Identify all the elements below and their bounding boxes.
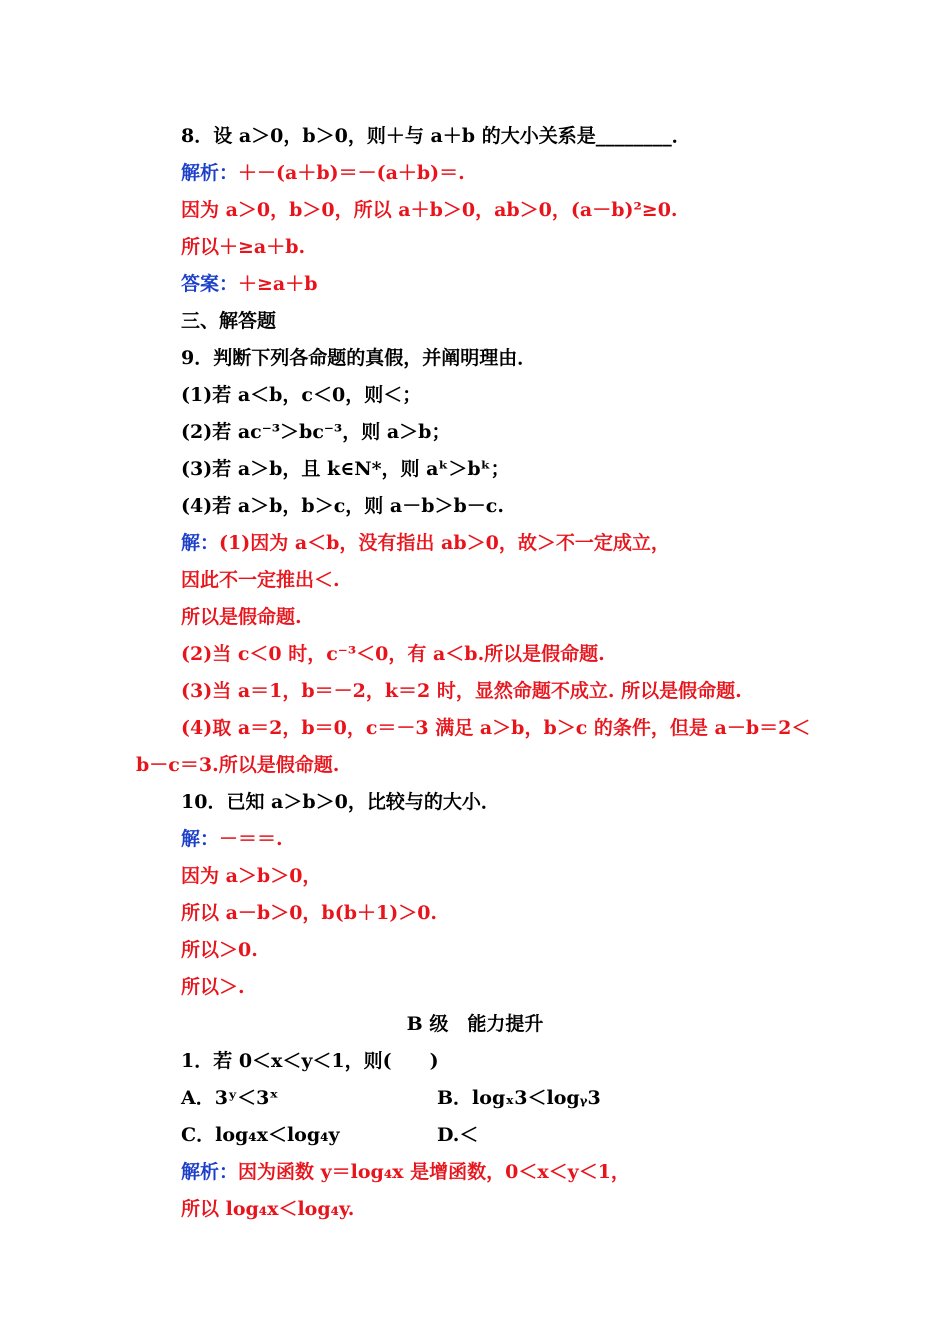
q9-solution-line: (2)当 c＜0 时，c⁻³＜0，有 a＜b.所以是假命题. — [181, 643, 605, 665]
solution-label: 解： — [181, 828, 220, 850]
qb1-options-row-1 — [181, 1086, 781, 1110]
qb1-conclusion-line: 所以 log₄x＜log₄y. — [181, 1198, 355, 1220]
answer-text: ＋≥a＋b — [238, 273, 318, 295]
option-c: C．log₄x＜log₄y — [181, 1124, 340, 1146]
q9-solution-line: (3)当 a＝1，b＝－2，k＝2 时，显然命题不成立. 所以是假命题. — [181, 680, 742, 702]
q9-item-2: (2)若 ac⁻³＞bc⁻³，则 a＞b； — [181, 421, 451, 443]
analysis-text: ＋－(a＋b)＝－(a＋b)＝. — [238, 162, 465, 184]
q10-solution-line: 所以＞. — [181, 976, 245, 998]
qb1-options-row-2 — [181, 1123, 781, 1147]
q9-solution-line: (4)取 a＝2，b＝0，c＝－3 满足 a＞b，b＞c 的条件，但是 a－b＝2＜ — [181, 717, 811, 739]
q9-solution-line: 所以是假命题. — [181, 606, 302, 628]
q10-solution-line: 所以 a－b＞0，b(b＋1)＞0. — [181, 902, 438, 924]
analysis-text: 因为函数 y＝log₄x 是增函数，0＜x＜y＜1， — [238, 1161, 630, 1183]
solution-text: (1)因为 a＜b，没有指出 ab＞0，故＞不一定成立， — [219, 532, 670, 554]
analysis-label: 解析： — [181, 1161, 239, 1183]
qb1-question: 1．若 0＜x＜y＜1，则( ) — [181, 1050, 439, 1072]
option-d: D.＜ — [437, 1124, 479, 1146]
q8-answer — [181, 272, 318, 296]
q8-reason-line: 因为 a＞0，b＞0，所以 a＋b＞0，ab＞0，(a－b)²≥0. — [181, 199, 678, 221]
option-b: B．logₓ3＜logᵧ3 — [437, 1087, 601, 1109]
q10-solution-line: 因为 a＞b＞0， — [181, 865, 322, 887]
q9-solution-line: b－c＝3.所以是假命题. — [136, 754, 340, 776]
q9-solution-line: 因此不一定推出＜. — [181, 569, 340, 591]
q9-solution-first — [181, 531, 670, 555]
q8-question: 8．设 a＞0，b＞0，则＋与 a＋b 的大小关系是________． — [181, 125, 691, 147]
qb1-analysis — [181, 1160, 630, 1184]
answer-label: 答案： — [181, 273, 239, 295]
section-title-b: B 级 能力提升 — [406, 1013, 544, 1035]
q9-question: 9．判断下列各命题的真假，并阐明理由． — [181, 347, 537, 369]
q10-solution-line: 所以＞0. — [181, 939, 258, 961]
analysis-label: 解析： — [181, 162, 239, 184]
q8-conclusion-line: 所以＋≥a＋b. — [181, 236, 306, 258]
q9-item-3: (3)若 a＞b，且 k∈N*，则 aᵏ＞bᵏ； — [181, 458, 510, 480]
solution-label: 解： — [181, 532, 220, 554]
q10-question: 10．已知 a＞b＞0，比较与的大小． — [181, 791, 500, 813]
solution-text: －＝＝. — [219, 828, 283, 850]
section-title-3: 三、解答题 — [181, 310, 277, 332]
option-a: A．3ʸ＜3ˣ — [181, 1087, 279, 1109]
q9-item-4: (4)若 a＞b，b＞c，则 a－b＞b－c. — [181, 495, 504, 517]
q10-solution-first — [181, 827, 283, 851]
q8-analysis — [181, 161, 465, 185]
q9-item-1: (1)若 a＜b，c＜0，则＜； — [181, 384, 422, 406]
